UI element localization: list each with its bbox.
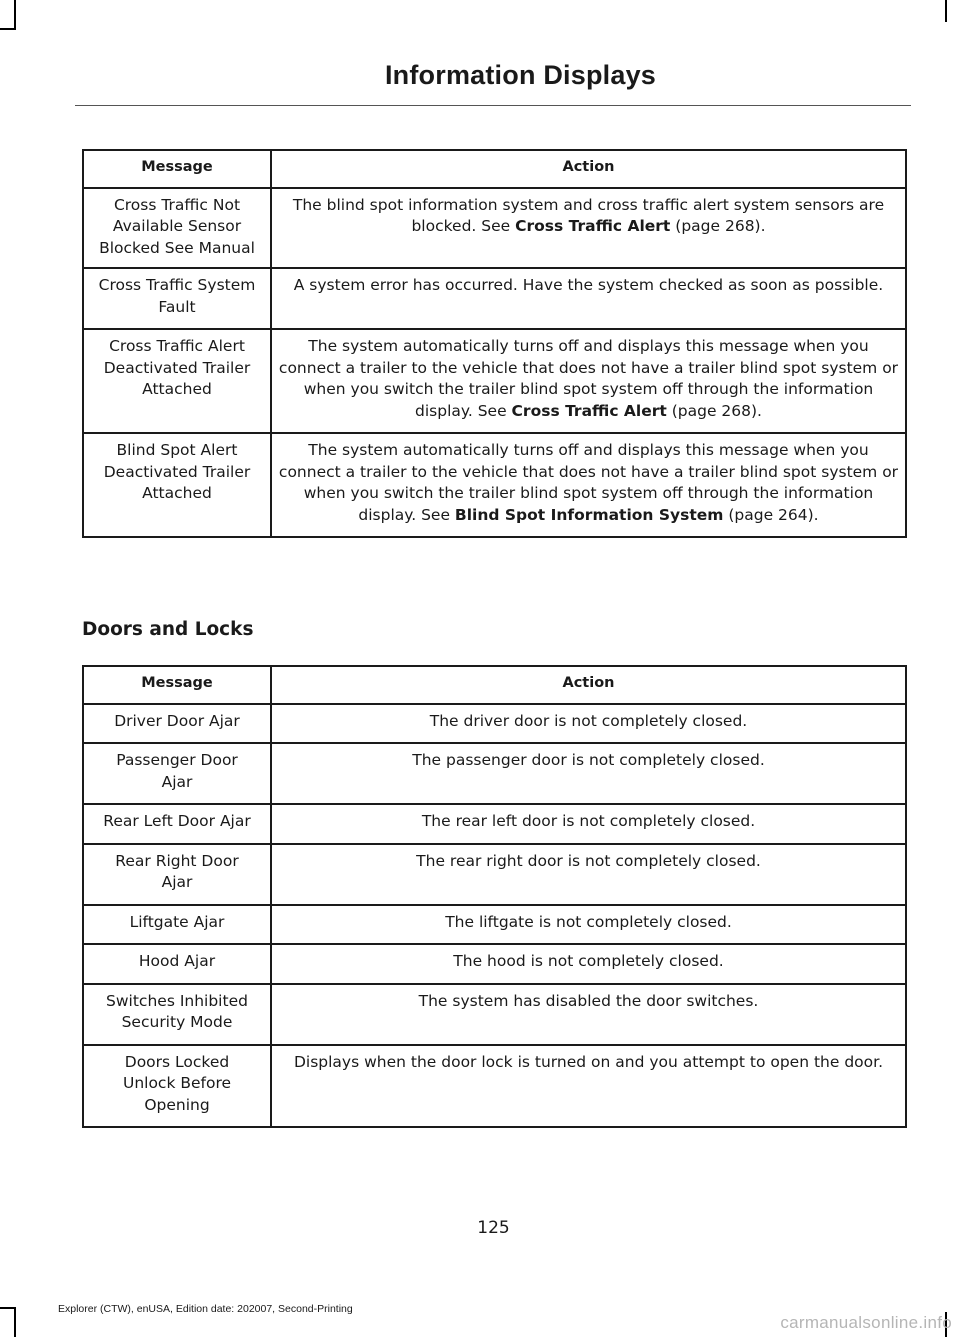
action-cell: The hood is not completely closed. [271,944,906,984]
crop-mark [0,1307,16,1309]
table-row [83,268,906,329]
table-row [83,704,906,744]
action-text: The system automatically turns off and displays this message when you connect a trailer to the vehicle that does not have a trailer blind spot system or when you switch the trailer blind spot system off through the information display. See [278,441,899,524]
message-cell: Liftgate Ajar [83,905,271,945]
title-divider [75,105,911,106]
message-cell: Cross Traffic Not Available Sensor Blocked See Manual [83,188,271,269]
action-text: The system automatically turns off and displays this message when you connect a trailer to the vehicle that does not have a trailer blind spot system or when you switch the trailer blind spot system off through the information display. See [278,337,899,420]
crop-mark [945,0,947,22]
cross-traffic-messages-table [82,149,907,538]
action-text: A system error has occurred. Have the system checked as soon as possible. [293,276,884,294]
column-header-action: Action [271,666,906,704]
message-cell: Hood Ajar [83,944,271,984]
page-reference: (page 264). [723,505,819,524]
doors-and-locks-messages-table [82,665,907,1128]
message-cell: Rear Left Door Ajar [83,804,271,844]
message-cell: Rear Right Door Ajar [83,844,271,905]
table-row [83,433,906,537]
crop-mark [14,0,16,30]
table-header-row [83,666,906,704]
action-text: The blind spot information system and cross traffic alert system sensors are blocked. See [292,195,885,235]
message-cell: Doors Locked Unlock Before Opening [83,1045,271,1128]
page-reference: (page 268). [670,217,766,235]
page-title: Information Displays [384,60,656,90]
table-row [83,944,906,984]
action-cell: The liftgate is not completely closed. [271,905,906,945]
action-cell [271,188,906,269]
table-row [83,743,906,804]
cross-reference-link[interactable]: Cross Traffic Alert [511,401,667,420]
message-cell: Cross Traffic System Fault [83,268,271,329]
message-cell: Switches Inhibited Security Mode [83,984,271,1045]
column-header-action: Action [271,150,906,188]
section-heading: Doors and Locks [82,619,254,640]
action-cell: The rear left door is not completely closed. [271,804,906,844]
page-number: 125 [477,1218,510,1238]
action-cell [271,433,906,537]
message-cell: Driver Door Ajar [83,704,271,744]
action-cell: The driver door is not completely closed. [271,704,906,744]
table-row [83,1045,906,1128]
page-reference: (page 268). [666,401,762,420]
action-cell: The passenger door is not completely closed. [271,743,906,804]
cross-reference-link[interactable]: Cross Traffic Alert [515,217,671,235]
table-row [83,329,906,433]
edition-footer: Explorer (CTW), enUSA, Edition date: 202007, Second-Printing [58,1303,353,1315]
action-cell: Displays when the door lock is turned on and you attempt to open the door. [271,1045,906,1128]
table-row [83,905,906,945]
column-header-message: Message [83,150,271,188]
action-cell: The rear right door is not completely closed. [271,844,906,905]
message-cell: Blind Spot Alert Deactivated Trailer Attached [83,433,271,537]
table-row [83,188,906,269]
message-cell: Cross Traffic Alert Deactivated Trailer Attached [83,329,271,433]
table-row [83,984,906,1045]
crop-mark [0,28,16,30]
table-row [83,804,906,844]
table-header-row [83,150,906,188]
action-cell [271,329,906,433]
message-cell: Passenger Door Ajar [83,743,271,804]
crop-mark [14,1307,16,1337]
action-cell [271,268,906,329]
column-header-message: Message [83,666,271,704]
watermark: carmanualsonline.info [780,1313,952,1332]
table-row [83,844,906,905]
action-cell: The system has disabled the door switches. [271,984,906,1045]
cross-reference-link[interactable]: Blind Spot Information System [454,505,724,524]
